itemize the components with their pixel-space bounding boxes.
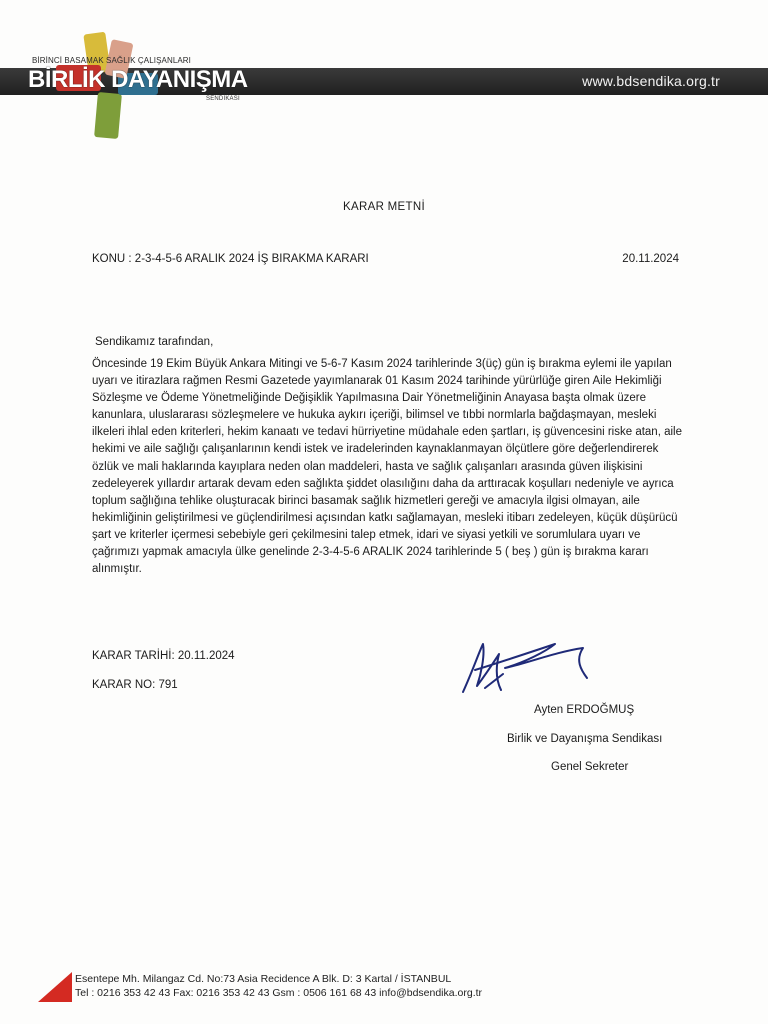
salutation: Sendikamız tarafından, xyxy=(95,336,214,348)
document-date: 20.11.2024 xyxy=(622,253,679,265)
footer-contact: Tel : 0216 353 42 43 Fax: 0216 353 42 43 Gsm : 0506 161 68 43 info@bdsendika.org.tr xyxy=(75,987,483,999)
decision-number: KARAR NO: 791 xyxy=(92,679,178,691)
handwritten-signature xyxy=(455,630,595,705)
logo-subtitle: SENDİKASI xyxy=(206,96,240,102)
footer-address: Esentepe Mh. Milangaz Cd. No:73 Asia Recidence A Blk. D: 3 Kartal / İSTANBUL xyxy=(75,973,452,985)
signatory-name: Ayten ERDOĞMUŞ xyxy=(534,704,635,716)
body-paragraph: Öncesinde 19 Ekim Büyük Ankara Mitingi ve 5-6-7 Kasım 2024 tarihlerinde 3(üç) gün iş bırakma eylemi ile yapılan uyarı ve itirazlara rağmen Resmi Gazetede yayımlanarak 01 Kasım 2024 tarihinde yürürlüğe giren Aile Hekimliği Sözleşme ve Ödeme Yönetmeliğinde Değişiklik Yapılmasına Dair Yönetmeliğinin Anayasa başta olmak üzere kanunlara, uluslararası sözleşmelere ve hukuka aykırı içeriği, bilimsel ve tıbbi normlarla bağdaşmayan, mesleki ilkeleri ihlal eden kriterleri, hekim kanaatı ve tedavi hürriyetine müdahale eden şartları, iş güvencesini riske atan, aile hekimi ve aile sağlığı çalışanlarının kendi istek ve iradelerinden kaynaklanmayan ölçütlere göre değerlendirerek özlük ve mali haklarında kayıplara neden olan maddeleri, hasta ve sağlık çalışanları arasında güven ilişkisini zedeleyerek yıllardır artarak devam eden sağlıkta şiddet olasılığını daha da arttıracak koşulları nedeniyle ve ayrıca toplum sağlığına tehlike oluşturacak birinci basamak sağlık hizmetleri gereği ve amacıyla ilgisi olmayan, aile hekimliğinin geliştirilmesi ve güçlendirilmesi açısından katkı sağlamayan, mesleki itibarı zedeleyen, küçük düşürücü şart ve kriterler içermesi sebebiyle geri çekilmesini talep etmek, idari ve siyasi yetkili ve sorumlulara uyarı ve çağrımızı yapmak amacıyla ülke genelinde 2-3-4-5-6 ARALIK 2024 tarihlerinde 5 ( beş ) gün iş bırakma kararı alınmıştır. xyxy=(92,358,682,576)
hand-green xyxy=(94,92,122,139)
logo-wordmark: BİRLİK DAYANIŞMA xyxy=(28,66,248,93)
decision-date: KARAR TARİHİ: 20.11.2024 xyxy=(92,650,235,662)
logo-tagline: BİRİNCİ BASAMAK SAĞLIK ÇALIŞANLARI xyxy=(32,56,192,65)
document-title: KARAR METNİ xyxy=(343,201,425,213)
footer-triangle-icon xyxy=(38,972,72,1002)
signatory-organization: Birlik ve Dayanışma Sendikası xyxy=(507,733,663,745)
document-subject: KONU : 2-3-4-5-6 ARALIK 2024 İŞ BIRAKMA KARARI xyxy=(92,253,369,265)
signatory-title: Genel Sekreter xyxy=(551,761,629,773)
website-link[interactable]: www.bdsendika.org.tr xyxy=(582,73,720,89)
